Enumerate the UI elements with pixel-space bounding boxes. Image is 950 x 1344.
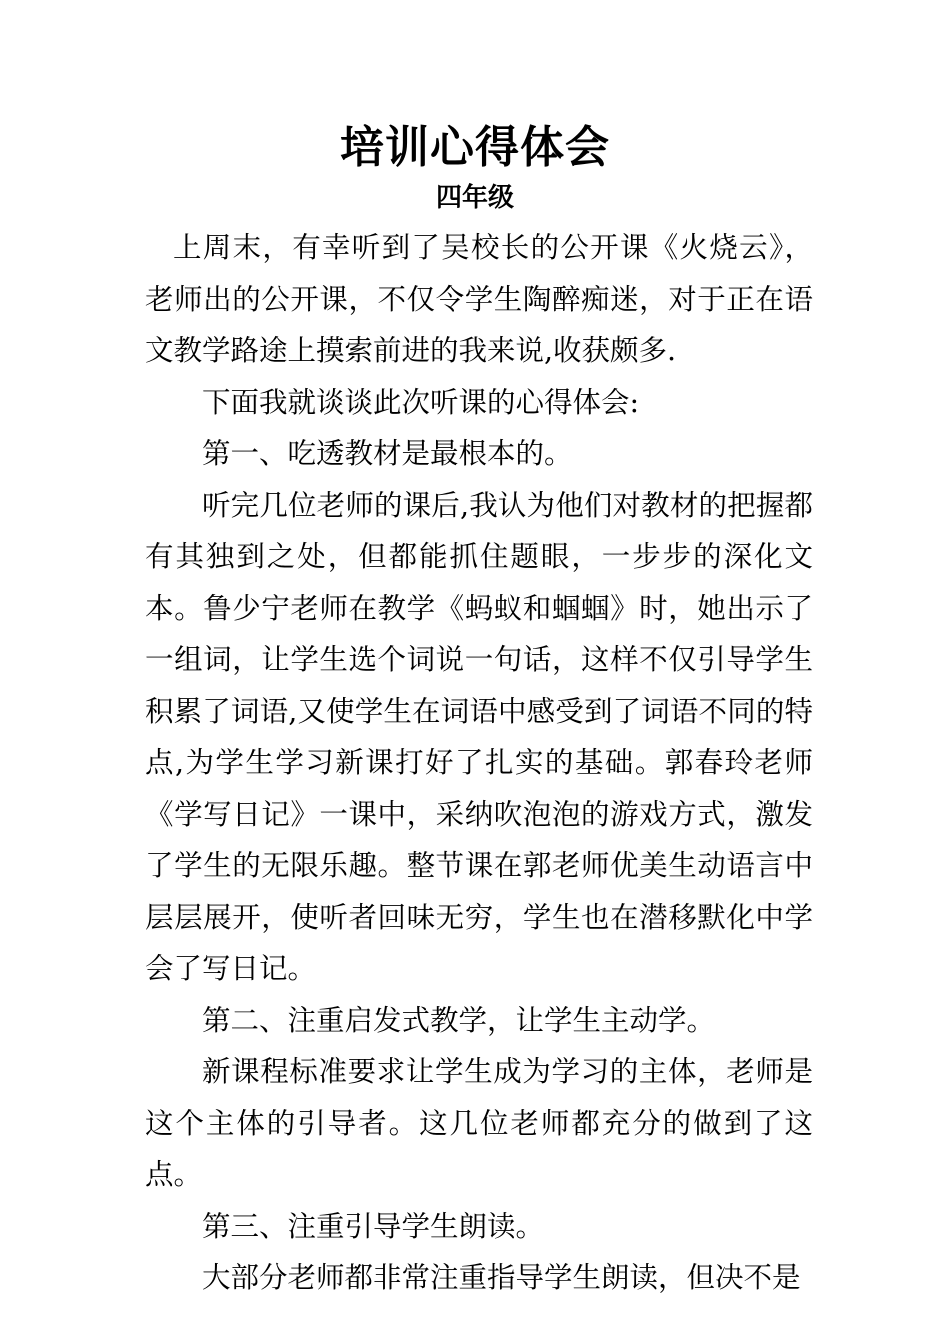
paragraph-point-two-body: 新课程标准要求让学生成为学习的主体，老师是这个主体的引导者。这几位老师都充分的做到了这点。 bbox=[145, 1055, 813, 1191]
paragraph-point-three-body: 大部分老师都非常注重指导学生朗读，但决不是 bbox=[202, 1261, 801, 1294]
paragraph-point-one-body: 听完几位老师的课后,我认为他们对教材的把握都有其独到之处，但都能抓住题眼，一步步的深化文本。鲁少宁老师在教学《蚂蚁和蝈蝈》时，她出示了一组词，让学生选个词说一句话，这样不仅引导学生积累了词语,又使学生在词语中感受到了词语不同的特点,为学生学习新课打好了扎实的基础。郭春玲老师《学写日记》一课中，采纳吹泡泡的游戏方式，激发了学生的无限乐趣。整节课在郭老师优美生动语言中层层展开，使听者回味无穷，学生也在潜移默化中学会了写日记。 bbox=[145, 488, 813, 985]
paragraph-point-two-heading: 第二、注重启发式教学，让学生主动学。 bbox=[202, 1003, 716, 1037]
document-title: 培训心得体会 bbox=[340, 122, 610, 173]
document-subtitle: 四年级 bbox=[435, 183, 514, 213]
paragraph-point-three-heading: 第三、注重引导学生朗读。 bbox=[202, 1209, 545, 1243]
paragraph-point-one-heading: 第一、吃透教材是最根本的。 bbox=[202, 437, 573, 470]
paragraph-intro: 上周末，有幸听到了吴校长的公开课《火烧云》，老师出的公开课，不仅令学生陶醉痴迷，对于正在语文教学路途上摸索前进的我来说,收获颇多. bbox=[145, 231, 813, 367]
document-body bbox=[145, 222, 813, 1304]
paragraph-lead-in: 下面我就谈谈此次听课的心得体会: bbox=[202, 385, 640, 419]
